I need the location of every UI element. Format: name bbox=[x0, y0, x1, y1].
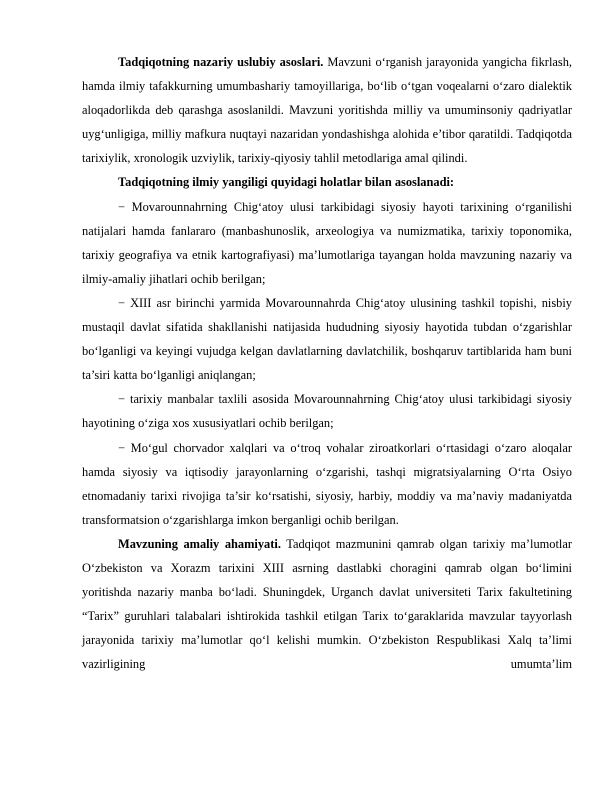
text-practical-significance: Tadqiqot mazmunini qamrab olgan tarixiy ma’lumotlar O‘zbekiston va Xorazm tarixini XIII asrning dastlabki choragini qamrab olgan bo‘limini yoritishda nazariy manba bo‘ladi. Shuningdek, Urganch davlat universiteti Tarix fakultetining “Tarix” guruhlari talabalari ishtirokida tashkil etilgan Tarix to‘garaklarida mavzular tayyorlash jarayonida tarixiy ma’lumotlar qo‘l kelishi mumkin. O‘zbekiston Respublikasi Xalq ta’limi vazirligining umumta’lim bbox=[82, 536, 572, 672]
list-item-text: − Mo‘gul chorvador xalqlari va o‘troq vohalar ziroatkorlari o‘rtasidagi o‘zaro aloqalar hamda siyosiy va iqtisodiy jarayonlarning o‘zgarishi, tashqi migratsiyalarning O‘rta Osiyo etnomadaniy tarixi rivojiga ta’sir ko‘rsatishi, siyosiy, harbiy, moddiy va ma’naviy madaniyatda transformatsion o‘zgarishlarga imkon berganligi ochib berilgan. bbox=[82, 440, 572, 527]
document-page bbox=[82, 50, 572, 676]
paragraph-theoretical-basis bbox=[82, 50, 572, 170]
text-theoretical-basis: Mavzuni o‘rganish jarayonida yangicha fikrlash, hamda ilmiy tafakkurning umumbashariy tamoyillariga, bo‘lib o‘tgan voqealarni o‘zaro dialektik aloqadorlikda deb qarashga asoslanildi. Mavzuni yoritishda milliy va umuminsoniy qadriyatlar uyg‘unligiga, milliy mafkura nuqtayi nazaridan yondashishga alohida e’tibor qaratildi. Tadqiqotda tarixiylik, xronologik uzviylik, tarixiy-qiyosiy tahlil metodlariga amal qilindi. bbox=[82, 55, 572, 166]
heading-practical-significance: Mavzuning amaliy ahamiyati. bbox=[118, 536, 281, 551]
list-item bbox=[82, 387, 572, 435]
list-item bbox=[82, 436, 572, 532]
list-item-text: − Movarounnahrning Chig‘atoy ulusi tarkibidagi siyosiy hayoti tarixining o‘rganilishi natijalari hamda fanlararo (manbashunoslik, arxeologiya va numizmatika, tarixiy toponomika, tarixiy geografiya va etnik kartografiyasi) ma’lumotlariga tayangan holda mavzuning nazariy va ilmiy-amaliy jihatlari ochib berilgan; bbox=[82, 199, 572, 286]
paragraph-scientific-novelty bbox=[82, 170, 572, 194]
list-item-text: − tarixiy manbalar taxlili asosida Movarounnahrning Chig‘atoy ulusi tarkibidagi siyosiy hayotining o‘ziga xos xususiyatlari ochib berilgan; bbox=[82, 392, 572, 431]
paragraph-practical-significance bbox=[82, 532, 572, 677]
list-item-text: − XIII asr birinchi yarmida Movarounnahrda Chig‘atoy ulusining tashkil topishi, nisbiy mustaqil davlat sifatida shakllanishi natijasida hududning siyosiy hayotida tubdan o‘zgarishlar bo‘lganligi va keyingi vujudga kelgan davlatlarning davlatchilik, boshqaruv tartiblarida ham buni ta’siri katta bo‘lganligi aniqlangan; bbox=[82, 295, 572, 383]
list-item bbox=[82, 291, 572, 387]
heading-theoretical-basis: Tadqiqotning nazariy uslubiy asoslari. bbox=[118, 55, 324, 69]
list-item bbox=[82, 195, 572, 291]
heading-scientific-novelty: Tadqiqotning ilmiy yangiligi quyidagi holatlar bilan asoslanadi: bbox=[118, 175, 455, 190]
